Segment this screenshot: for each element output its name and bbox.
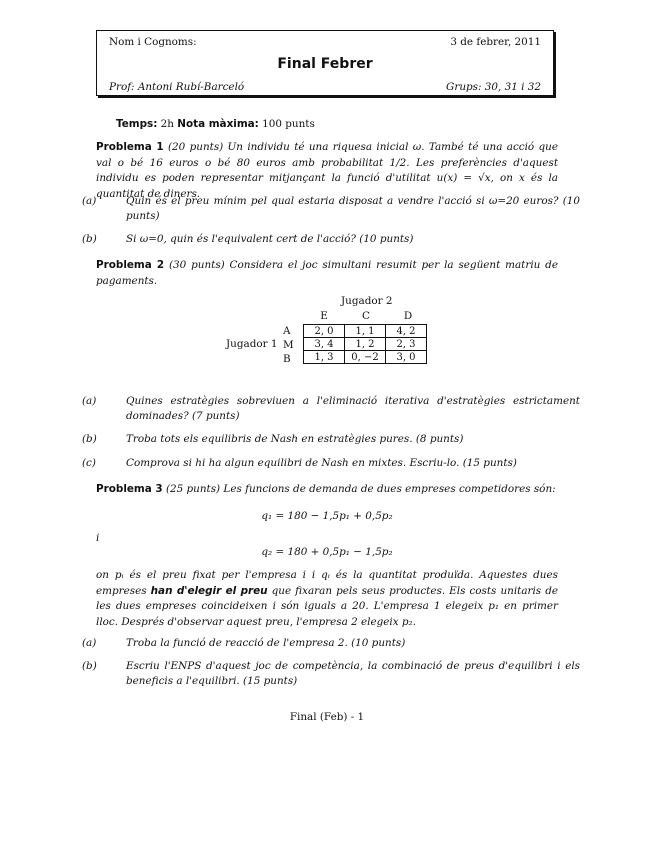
- problem-1-b: (b) Si ω=0, quin és l'equivalent cert de l'acció? (10 punts): [82, 233, 414, 245]
- header-bottom-row: [109, 81, 541, 93]
- problem-1-a: (a) Quin és el preu mínim pel qual estaria disposat a vendre l'acció si ω=20 euros? (10 punts): [82, 195, 580, 222]
- problem-2-a: (a) Quines estratègies sobreviuen a l'eliminació iterativa d'estratègies estrictament dominades? (7 punts): [82, 395, 580, 422]
- col-header: D: [403, 310, 413, 322]
- problem-3-a: (a) Troba la funció de reacció de l'empresa 2. (10 punts): [82, 637, 406, 649]
- demand-equation-2: q₂ = 180 + 0,5p₁ − 1,5p₂: [261, 546, 393, 558]
- player-1-label: Jugador 1: [226, 338, 278, 350]
- player-2-label: Jugador 2: [341, 295, 393, 307]
- table-row: [304, 338, 427, 351]
- column-headers: [303, 310, 429, 322]
- table-row: [304, 325, 427, 338]
- exam-date: 3 de febrer, 2011: [450, 36, 541, 48]
- payoff-cell: 2, 3: [386, 338, 427, 351]
- row-header: B: [283, 353, 291, 365]
- payoff-matrix: [226, 295, 526, 367]
- professor: Prof: Antoni Rubí-Barceló: [109, 81, 245, 93]
- payoff-cell: 1, 1: [345, 325, 386, 338]
- header-top-row: [109, 36, 541, 48]
- max-label: Nota màxima:: [177, 118, 259, 130]
- row-headers: [283, 324, 294, 366]
- time-label: Temps:: [116, 118, 158, 130]
- payoff-cell: 1, 2: [345, 338, 386, 351]
- emphasis-price: han d'elegir el preu: [150, 584, 268, 597]
- payoff-cell: 4, 2: [386, 325, 427, 338]
- payoff-cell: 3, 0: [386, 351, 427, 364]
- payoff-cell: 0, −2: [345, 351, 386, 364]
- problem-3-b: (b) Escriu l'ENPS d'aquest joc de competència, la combinació de preus d'equilibri i els beneficis a l'equilibri. (15 punts): [82, 660, 580, 687]
- payoff-table: [303, 324, 427, 364]
- payoff-cell: 1, 3: [304, 351, 345, 364]
- demand-equation-1: q₁ = 180 − 1,5p₁ + 0,5p₂: [261, 510, 393, 522]
- row-header: M: [283, 339, 294, 351]
- payoff-cell: 2, 0: [304, 325, 345, 338]
- page-footer: Final (Feb) - 1: [289, 711, 365, 723]
- problem-3-body: on pᵢ és el preu fixat per l'empresa i i qᵢ és la quantitat produïda. Aquestes dues empreses han d'elegir el preu que fixaran pels seus productes. Els costs unitaris de les dues empreses coincideixen i són iguals a 20. L'empresa 1 elegeix p₁ en primer lloc. Després d'observar aquest preu, l'empresa 2 elegeix p₂.: [96, 569, 558, 628]
- max-value: 100 punts: [262, 118, 315, 130]
- table-row: [304, 351, 427, 364]
- problem-2-intro: Problema 2 (30 punts) Considera el joc simultani resumit per la següent matriu de pagaments.: [96, 259, 558, 287]
- exam-title: Final Febrer: [277, 56, 373, 72]
- time-value: 2h: [160, 118, 174, 130]
- problem-3-label: Problema 3: [96, 483, 163, 495]
- problem-3-intro: Problema 3 (25 punts) Les funcions de demanda de dues empreses competidores són:: [96, 483, 556, 495]
- row-header: A: [283, 325, 291, 337]
- exam-meta: [116, 118, 315, 130]
- problem-2-c: (c) Comprova si hi ha algun equilibri de Nash en mixtes. Escriu-lo. (15 punts): [82, 457, 517, 469]
- problem-2-b: (b) Troba tots els equilibris de Nash en estratègies pures. (8 punts): [82, 433, 464, 445]
- and-word: i: [96, 532, 100, 544]
- groups: Grups: 30, 31 i 32: [446, 81, 541, 93]
- problem-1-intro: Problema 1 (20 punts) Un individu té una riquesa inicial ω. També té una acció que val o bé 16 euros o bé 80 euros amb probabilitat 1/2. Les preferències d'aquest individu es poden representar mitjançant la funció d'utilitat u(x) = √x, on x és la quantitat de diners.: [96, 141, 558, 200]
- utility-formula: u(x) = √x: [436, 172, 491, 184]
- problem-1-label: Problema 1: [96, 141, 164, 153]
- exam-header: [96, 30, 554, 96]
- col-header: C: [362, 310, 370, 322]
- col-header: E: [320, 310, 328, 322]
- payoff-cell: 3, 4: [304, 338, 345, 351]
- problem-2-label: Problema 2: [96, 259, 165, 271]
- name-label: Nom i Cognoms:: [109, 36, 197, 48]
